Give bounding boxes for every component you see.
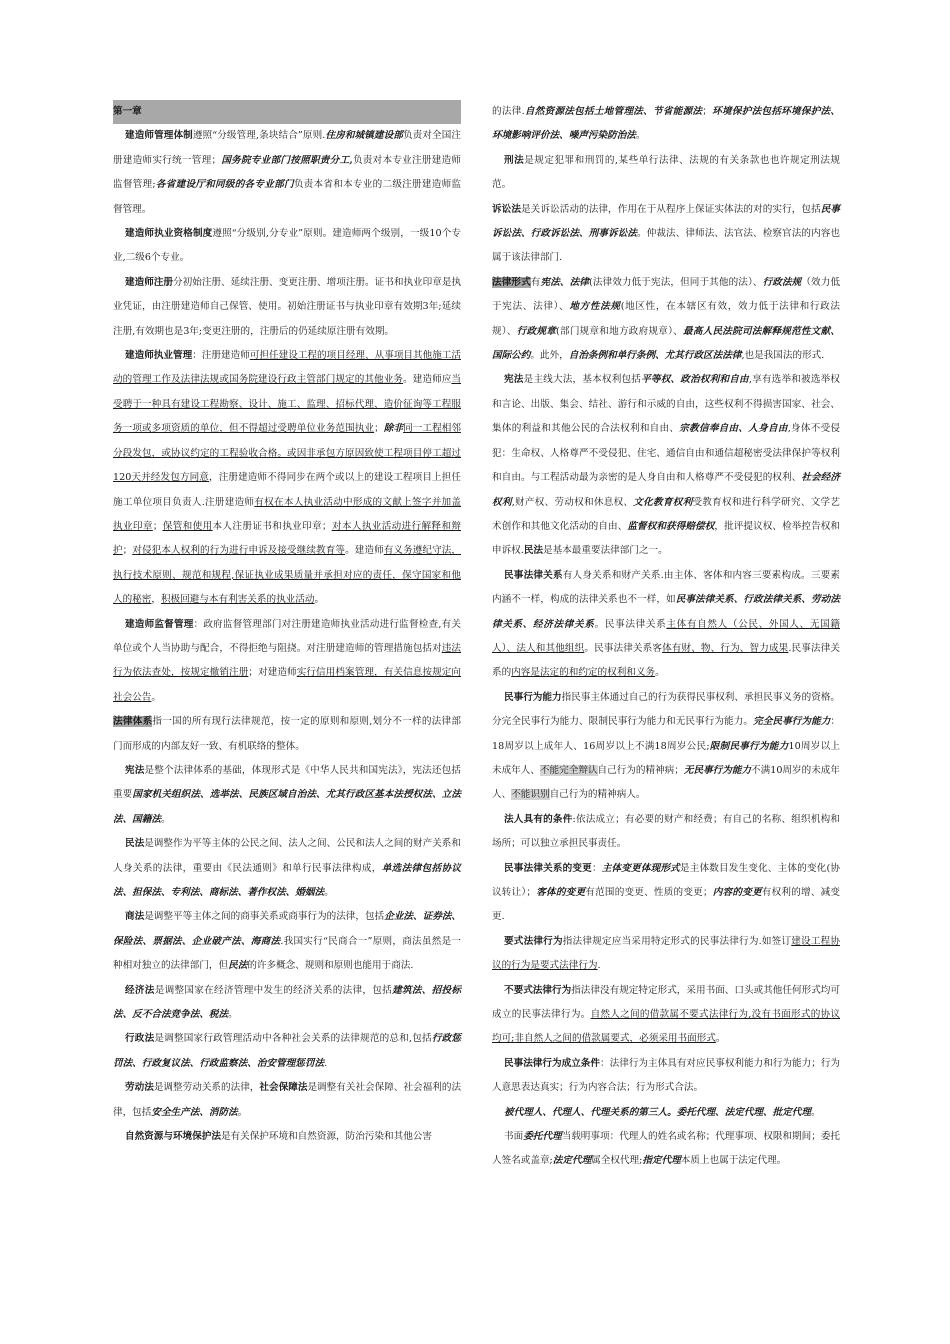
paragraph-agency-parties: 被代理人、代理人、代理关系的第三人。委托代理、法定代理、批定代理。 xyxy=(504,1106,821,1118)
paragraph-civil-relations: 民事法律关系有人身关系和财产关系.由主体、客体和内容三要素构成。三要素内涵不一样，构成的法律关系也不一样，如民事法律关系、行政法律关系、劳动法律关系、经济法律关系。民事法律关系主体有自然人（公民、外国人、无国籍人）、法人和其他组织。民事法律关系客体有财、物、行为、智力成果.民事法律关系的内容是法定的和约定的权利和义务。 xyxy=(492,569,841,679)
paragraph-commercial-law: 商法是调整平等主体之间的商事关系或商事行为的法律，包括企业法、证券法、保险法、票据法、企业破产法、海商法.我国实行“民商合一”原则，商法虽然是一种相对独立的法律部门，但民法的许多概念、规则和原则也能用于商法. xyxy=(113,911,462,972)
paragraph-capacity: 民事行为能力指民事主体通过自己的行为获得民事权利、承担民事义务的资格。分完全民事行为能力、限制民事行为能力和无民事行为能力。完全民事行为能力：18周岁以上成年人、16周岁以上不满18周岁公民;限制民事行为能力10周岁以上未成年人、不能完全辩认自己行为的精神病；无民事行为能力不满10周岁的未成年人、不能识别自己行为的精神病人。 xyxy=(492,691,841,801)
paragraph-qualification: 建造师执业资格制度遵照“分级别,分专业”原则。建造师两个级别，一级10个专业,二级6个专业。 xyxy=(113,228,461,264)
paragraph-environment-law: 自然资源与环境保护法是有关保护环境和自然资源，防治污染和其他公害 xyxy=(125,1131,432,1143)
paragraph-management-system: 建造师管理体制遵照“分级管理,条块结合”原则.住房和城镇建设部负责对全国注册建造师实行统一管理；国务院专业部门按照职责分工,负责对本专业注册建造师监督管理;各省建设厅和同级的各专业部门负责本省和本专业的二级注册建造师监督管理。 xyxy=(113,130,462,215)
paragraph-informal-act: 不要式法律行为指法律没有规定特定形式，采用书面、口头或其他任何形式均可成立的民事法律行为。自然人之间的借款属不要式法律行为,没有书面形式的协议均可;非自然人之间的借款属要式，必须采用书面形式。 xyxy=(492,984,841,1045)
left-column xyxy=(113,100,461,1149)
paragraph-supervision: 建造师监督管理：政府监督管理部门对注册建造师执业活动进行监督检查,有关单位或个人当协助与配合，不得拒绝与阻挠。对注册建造师的管理措施包括对违法行为依法查处，按规定撤销注册；对建造师实行信用档案管理，有关信息按规定向社会公告。 xyxy=(113,618,462,703)
paragraph-change: 民事法律关系的变更：主体变更体现形式是主体数目发生变化、主体的变化(协议转让）；客体的变更有范围的变更、性质的变更；内容的变更有权利的增、减变更. xyxy=(492,862,841,923)
paragraph-environment-law-cont: 的法律.自然资源法包括土地管理法、节省能源法；环境保护法包括环境保护法、环境影响评价法、噪声污染防治法。 xyxy=(492,106,841,142)
paragraph-civil-law: 民法是调整作为平等主体的公民之间、法人之间、公民和法人之间的财产关系和人身关系的法律，重要由《民法通则》和单行民事法律构成，单选法律包括协议法、担保法、专利法、商标法、著作权法、婚姻法。 xyxy=(113,838,462,898)
paragraph-written-agency: 书面委托代理当载明事项：代理人的姓名或名称；代理事项、权限和期间；委托人签名或盖章;法定代理属全权代理;指定代理本质上也属于法定代理。 xyxy=(492,1131,841,1167)
paragraph-constitution-rights: 宪法是主线大法，基本权利包括平等权、政治权利和自由,享有选举和被选举权和言论、出版、集会、结社、游行和示威的自由，这些权利不得损害国家、社会、集体的利益和其他公民的合法权利和自由、宗教信奉自由、人身自由,身体不受侵犯：生命权、人格尊严不受侵犯、住宅、通信自由和通信超秘密受法律保护等权利和自由。与工程活动最为亲密的是人身自由和人格尊严不受侵犯的权利、社会经济权利,财产权、劳动权和休息权、文化教育权利受教育权和进行科学研究、文学艺术创作和其他文化活动的自由、监督权和获得赔偿权，批评提议权、检举控告权和申诉权.民法是基本最重要法律部门之一。 xyxy=(492,374,841,557)
paragraph-administrative-law: 行政法是调整国家行政管理活动中各种社会关系的法律规范的总和,包括行政惩罚法、行政复议法、行政监察法、治安管理惩罚法. xyxy=(113,1033,462,1069)
paragraph-legal-system: 法律体系指一国的所有现行法律规范，按一定的原则和原则,划分不一样的法律部门而形成的内部友好一致、有机联络的整体。 xyxy=(113,716,461,752)
paragraph-labor-law: 劳动法是调整劳动关系的法律，社会保障法是调整有关社会保障、社会福利的法律，包括安全生产法、消防法。 xyxy=(113,1082,462,1118)
paragraph-act-conditions: 民事法律行为成立条件：法律行为主体具有对应民事权利能力和行为能力；行为人意思表达真实；行为内容合法；行为形式合法。 xyxy=(492,1057,841,1094)
paragraph-formal-act: 要式法律行为指法律规定应当采用特定形式的民事法律行为.如签订建设工程协议的行为是要式法律行为. xyxy=(492,935,841,972)
paragraph-criminal-law: 刑法是规定犯罪和刑罚的,某些单行法律、法规的有关条款也也许规定刑法规范。 xyxy=(492,154,840,191)
paragraph-economic-law: 经济法是调整国家在经济管理中发生的经济关系的法律，包括建筑法、招投标法、反不合法竞争法、税法。 xyxy=(113,984,462,1021)
paragraph-registration: 建造师注册分初始注册、延续注册、变更注册、增项注册。证书和执业印章是执业凭证，由注册建造师自己保管、使用。初始注册证书与执业印章有效期3年;延续注册,有效期也是3年;变更注册的，注册后的仍延续原注册有效期。 xyxy=(113,276,462,337)
paragraph-procedure-law: 诉讼法是关诉讼活动的法律，作用在于从程序上保证实体法的对的实行，包括民事诉讼法、行政诉讼法、刑事诉讼法。仲裁法、律师法、法官法、检察官法的内容也属于该法律部门. xyxy=(492,203,841,264)
paragraph-constitution: 宪法是整个法律体系的基础，体现形式是《中华人民共和国宪法》，宪法还包括重要国家机关组织法、选举法、民族区域自治法、尤其行政区基本法授权法、立法法、国籍法。 xyxy=(113,764,462,825)
chapter-heading: 第一章 xyxy=(113,100,461,124)
paragraph-practice-management: 建造师执业管理：注册建造师可担任建设工程的项目经理、从事项目其他施工活动的管理工作及法律法规或国务院建设行政主管部门规定的其他业务。建造师应当受聘于一种具有建设工程勘察、设计、施工、监理、招标代理、造价征询等工程服务一项或多项资质的单位，但不得超过受聘单位业务范围执业；除非同一工程相邻分段发包，或协议约定的工程验收合格。或因非承包方原因致使工程项目停工超过120天并经发包方同意，注册建造师不得同步在两个或以上的建设工程项目上担任施工单位项目负责人.注册建造师有权在本人执业活动中形成的文献上签字并加盖执业印章；保管和使用本人注册证书和执业印章；对本人执业活动进行解释和辩护；对侵犯本人权利的行为进行申诉及接受继续教育等。建造师有义务遵纪守法，执行技术原则、规范和规程,保证执业成果质量并承担对应的责任，保守国家和他人的秘密，积极回避与本有利害关系的执业活动。 xyxy=(113,350,462,606)
paragraph-legal-forms: 法律形式有宪法、法律(法律效力低于宪法，但同于其他的法）、行政法规（效力低于宪法、法律）、地方性法规(地区性，在本辖区有效，效力低于法律和行政法规）、行政规章(部门规章和地方政府规章）、最高人民法院司法解释规范性文献、国际公约。此外，自治条例和单行条例、尤其行政区法法律,也是我国法的形式. xyxy=(492,276,841,362)
right-column xyxy=(492,100,840,1174)
paragraph-legal-person: 法人具有的条件:依法成立；有必要的财产和经费；有自己的名称、组织机构和场所；可以独立承担民事责任。 xyxy=(492,813,841,850)
